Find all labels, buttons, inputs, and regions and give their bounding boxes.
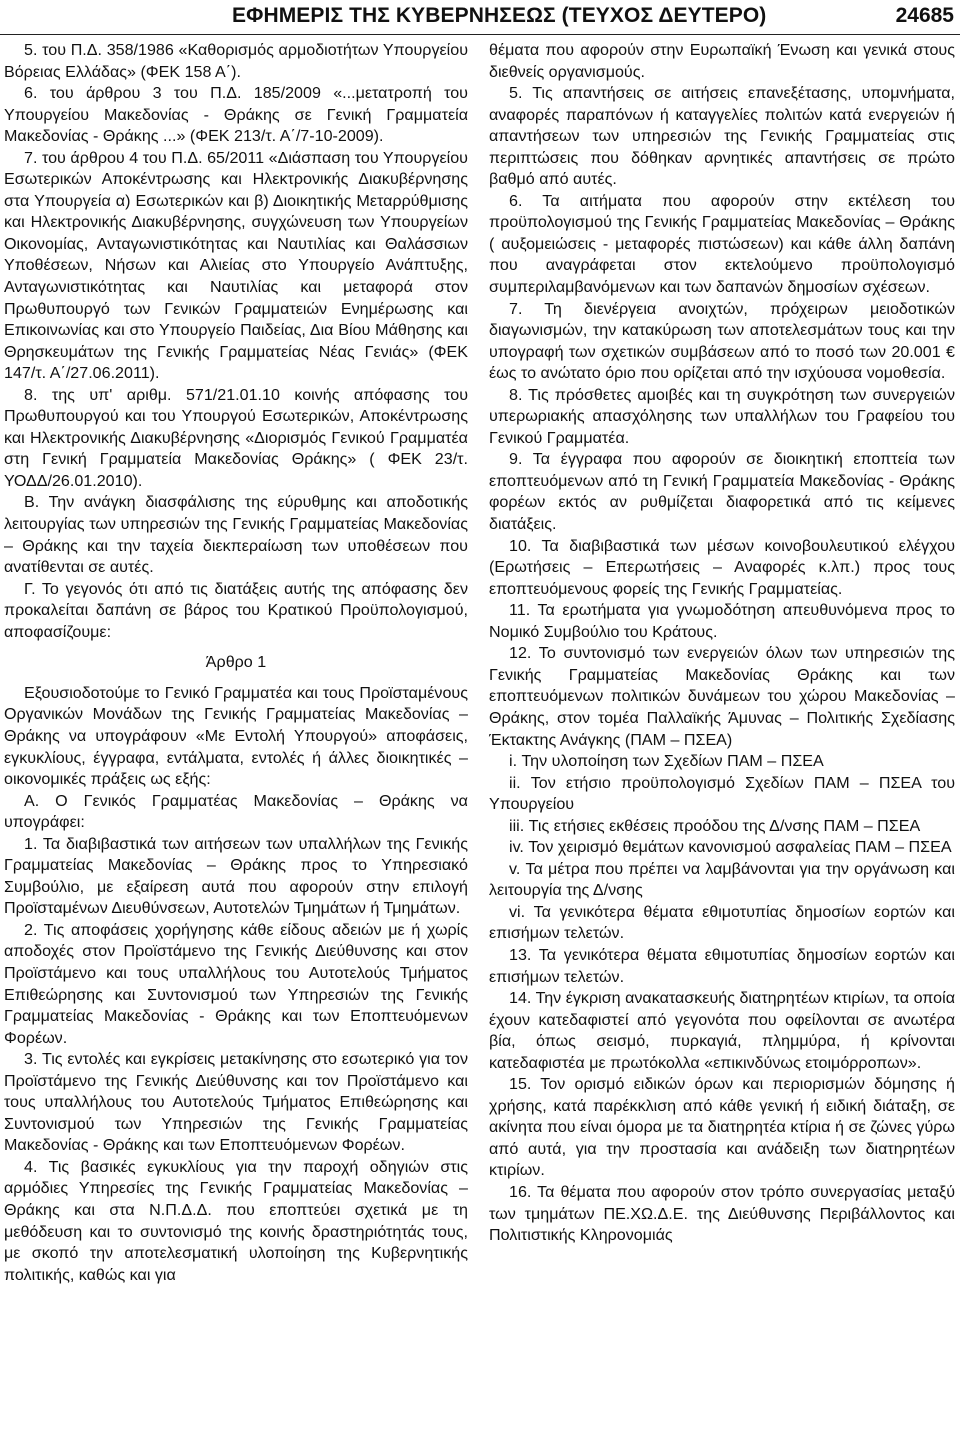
paragraph: 4. Τις βασικές εγκυκλίους για την παροχή οδηγιών στις αρμόδιες Υπηρεσίες της Γενικής Γραμματείας Μακεδονίας – Θράκης και στα Ν.Π.Δ.Δ. που εποπτεύει σχετικά με τη μεθόδευση και το συντονισμό της κοινής δραστηριότητάς τους, με σκοπό την αποτελεσματική υλοποίηση της Κυβερνητικής πολιτικής, καθώς και για: [4, 1157, 468, 1284]
paragraph: Β. Την ανάγκη διασφάλισης της εύρυθμης και αποδοτικής λειτουργίας των υπηρεσιών της Γενικής Γραμματείας Μακεδονίας – Θράκης και την ταχεία διεκπεραίωση των υποθέσεων που ανατίθενται σε αυτές.: [4, 493, 468, 577]
page-number: 24685: [895, 4, 954, 27]
paragraph: 13. Τα γενικότερα θέματα εθιμοτυπίας δημοσίων εορτών και επισήμων τελετών.: [489, 945, 955, 986]
paragraph: 16. Τα θέματα που αφορούν στον τρόπο συνεργασίας μεταξύ των τμημάτων ΠΕ.ΧΩ.Δ.Ε. της Διεύθυνσης Περιβάλλοντος και Πολιτιστικής Κληρονομιάς: [489, 1182, 955, 1245]
article-heading: Άρθρο 1: [205, 653, 267, 672]
paragraph: 6. Τα αιτήματα που αφορούν στην εκτέλεση του προϋπολογισμού της Γενικής Γραμματείας Μακεδονίας – Θράκης ( αυξομειώσεις - μεταφορές πιστώσεων) και κάθε άλλη δαπάνη που αναγράφεται στον εκτελούμενο προϋπολογισμό συμπεριλαμβανόμενων και των δαπανών δημοσίων σχέσεων.: [489, 191, 955, 297]
list-item: ii. Τον ετήσιο προϋπολογισμό Σχεδίων ΠΑΜ – ΠΣΕΑ του Υπουργείου: [489, 773, 955, 814]
list-item: i. Την υλοποίηση των Σχεδίων ΠΑΜ – ΠΣΕΑ: [509, 752, 824, 771]
paragraph: 10. Τα διαβιβαστικά των μέσων κοινοβουλευτικού ελέγχου (Ερωτήσεις – Επερωτήσεις – Αναφορές κ.λπ.) προς τους εποπτευόμενους φορείς της Γενικής Γραμματείας.: [489, 536, 955, 598]
paragraph: θέματα που αφορούν στην Ευρωπαϊκή Ένωση και γενικά στους διεθνείς οργανισμούς.: [489, 41, 955, 81]
page-header: [0, 0, 960, 35]
paragraph: 2. Τις αποφάσεις χορήγησης κάθε είδους αδειών με ή χωρίς αποδοχές στον Προϊστάμενο της Γενικής Διεύθυνσης και στον Προϊστάμενο και τους υπαλλήλους του Αυτοτελούς Τμήματος Επιθεώρησης και Συντονισμού των Υπηρεσιών της Γενικής Γραμματείας Μακεδονίας - Θράκης και των Εποπτευόμενων Φορέων.: [4, 920, 468, 1047]
paragraph: 5. του Π.Δ. 358/1986 «Καθορισμός αρμοδιοτήτων Υπουργείου Βόρειας Ελλάδας» (ΦΕΚ 158 Α΄).: [4, 41, 468, 81]
paragraph: 8. της υπ' αριθμ. 571/21.01.10 κοινής απόφασης του Πρωθυπουργού και του Υπουργού Εσωτερικών, Αποκέντρωσης και Ηλεκτρονικής Διακυβέρνησης «Διορισμός Γενικού Γραμματέα στη Γενική Γραμματεία Μακεδονίας Θράκης» ( ΦΕΚ 23/τ. ΥΟΔΔ/26.01.2010).: [4, 385, 468, 490]
paragraph: 12. Το συντονισμό των ενεργειών όλων των υπηρεσιών της Γενικής Γραμματείας Μακεδονίας Θράκης και των εποπτευόμενων πολιτικών δυνάμεων του χώρου Μακεδονίας – Θράκης, στον τομέα Παλλαϊκής Άμυνας – Πολιτικής Σχεδίασης Έκτακτης Ανάγκης (ΠΑΜ – ΠΣΕΑ): [489, 644, 955, 749]
paragraph: 15. Τον ορισμό ειδικών όρων και περιορισμών δόμησης ή χρήσης, κατά παρέκκλιση από κάθε γενική ή ειδική διάταξη, σε ακίνητα που είναι όμορα με τα διατηρητέα κτίρια ή σε ζώνες γύρω από αυτά, για την προστασία και ανάδειξη των διατηρητέων κτιρίων.: [489, 1075, 955, 1180]
paragraph: 3. Τις εντολές και εγκρίσεις μετακίνησης στο εσωτερικό για τον Προϊστάμενο της Γενικής Διεύθυνσης και τον Προϊστάμενο και τους υπαλλήλους του Αυτοτελούς Τμήματος Επιθεώρησης και Συντονισμού των Υπηρεσιών της Γενικής Γραμματείας Μακεδονίας - Θράκης και των Εποπτευόμενων Φορέων.: [4, 1050, 468, 1155]
paragraph: 7. Τη διενέργεια ανοιχτών, πρόχειρων μειοδοτικών διαγωνισμών, την κατακύρωση των αποτελεσμάτων τους και την υπογραφή των σχετικών συμβάσεων από το ποσό των 20.001 € έως το ανώτατο όριο που ορίζεται από την ισχύουσα νομοθεσία.: [489, 299, 955, 383]
list-item: vi. Τα γενικότερα θέματα εθιμοτυπίας δημοσίων εορτών και επισήμων τελετών.: [489, 902, 955, 943]
paragraph: Εξουσιοδοτούμε το Γενικό Γραμματέα και τους Προϊσταμένους Οργανικών Μονάδων της Γενικής Γραμματείας Μακεδονίας – Θράκης να υπογράφουν «Με Εντολή Υπουργού» αποφάσεις, εγκυκλίους, έγγραφα, εντάλματα, εντολές ή άλλες διοικητικές – οικονομικές πράξεις ως εξής:: [4, 683, 468, 789]
paragraph: 8. Τις πρόσθετες αμοιβές και τη συγκρότηση των συνεργειών υπερωριακής απασχόλησης των υπαλλήλων του Γραφείου του Γενικού Γραμματέα.: [489, 385, 955, 447]
right-column: [489, 40, 955, 1247]
paragraph: 5. Τις απαντήσεις σε αιτήσεις επανεξέτασης, υπομνήματα, αναφορές παραπόνων ή καταγγελίες πολιτών κατά ενεργειών ή απαντήσεων των υπηρεσιών της Γενικής Γραμματείας στις περιπτώσεις που δόθηκαν αρνητικές απαντήσεις σε πρώτο βαθμό από αυτές.: [489, 84, 955, 189]
paragraph: 14. Την έγκριση ανακατασκευής διατηρητέων κτιρίων, τα οποία έχουν κατεδαφιστεί από γεγονότα που οφείλονται σε ανωτέρα βία, όπως σεισμό, πυρκαγιά, πλημμύρα, ή κρίνονται κατεδαφιστέα με πρωτόκολλα «επικινδύνως ετοιμόρροπων».: [489, 989, 955, 1072]
paragraph: 6. του άρθρου 3 του Π.Δ. 185/2009 «...μετατροπή του Υπουργείου Μακεδονίας - Θράκης σε Γενική Γραμματεία Μακεδονίας - Θράκης ...» (ΦΕΚ 213/τ. Α΄/7-10-2009).: [4, 84, 468, 146]
list-item: iii. Τις ετήσιες εκθέσεις προόδου της Δ/νσης ΠΑΜ – ΠΣΕΑ: [509, 816, 921, 835]
paragraph: 11. Τα ερωτήματα για γνωμοδότηση απευθυνόμενα προς το Νομικό Συμβούλιο του Κράτους.: [489, 601, 955, 641]
gazette-title: ΕΦΗΜΕΡΙΣ ΤΗΣ ΚΥΒΕΡΝΗΣΕΩΣ (ΤΕΥΧΟΣ ΔΕΥΤΕΡΟ): [232, 4, 767, 27]
paragraph: 7. του άρθρου 4 του Π.Δ. 65/2011 «Διάσπαση του Υπουργείου Εσωτερικών Αποκέντρωσης και Ηλεκτρονικής Διακυβέρνησης στα Υπουργεία α) Εσωτερικών και β) Διοικητικής Μεταρρύθμισης και Ηλεκτρονικής Διακυβέρνησης, συγχώνευση των Υπουργείων Οικονομίας, Ανταγωνιστικότητας και Ναυτιλίας και Θαλάσσιων Υποθέσεων, Νήσων και Αλιείας στο Υπουργείο Ανάπτυξης, Ανταγωνιστικότητας και Ναυτιλίας και μεταφορά στον Πρωθυπουργό των Γενικών Γραμματειών Ενημέρωσης και Επικοινωνίας και στο Υπουργείο Παιδείας, Δια Βίου Μάθησης και Θρησκευμάτων της Γενικής Γραμματείας Νέας Γενιάς» (ΦΕΚ 147/τ. Α΄/27.06.2011).: [4, 148, 468, 383]
paragraph: Γ. Το γεγονός ότι από τις διατάξεις αυτής της απόφασης δεν προκαλείται δαπάνη σε βάρος του Κρατικού Προϋπολογισμού, αποφασίζουμε:: [4, 579, 468, 641]
list-item: v. Τα μέτρα που πρέπει να λαμβάνονται για την οργάνωση και λειτουργία της Δ/νσης: [489, 859, 955, 900]
paragraph: 9. Τα έγγραφα που αφορούν σε διοικητική εποπτεία των εποπτευόμενων από τη Γενική Γραμματεία Μακεδονίας - Θράκης φορέων εκτός αν ρυθμίζεται διαφορετικά από τις κείμενες διατάξεις.: [489, 450, 955, 534]
paragraph: 1. Τα διαβιβαστικά των αιτήσεων των υπαλλήλων της Γενικής Γραμματείας Μακεδονίας – Θράκης προς το Υπηρεσιακό Συμβούλιο, με εξαίρεση αυτά που αφορούν στην επιλογή Προϊσταμένων Διευθύνσεων, Αυτοτελών Τμημάτων ή Τμημάτων.: [4, 834, 468, 918]
left-column: [4, 40, 468, 1286]
paragraph: Α. Ο Γενικός Γραμματέας Μακεδονίας – Θράκης να υπογράφει:: [4, 791, 468, 832]
list-item: iv. Τον χειρισμό θεμάτων κανονισμού ασφαλείας ΠΑΜ – ΠΣΕΑ: [509, 838, 952, 857]
